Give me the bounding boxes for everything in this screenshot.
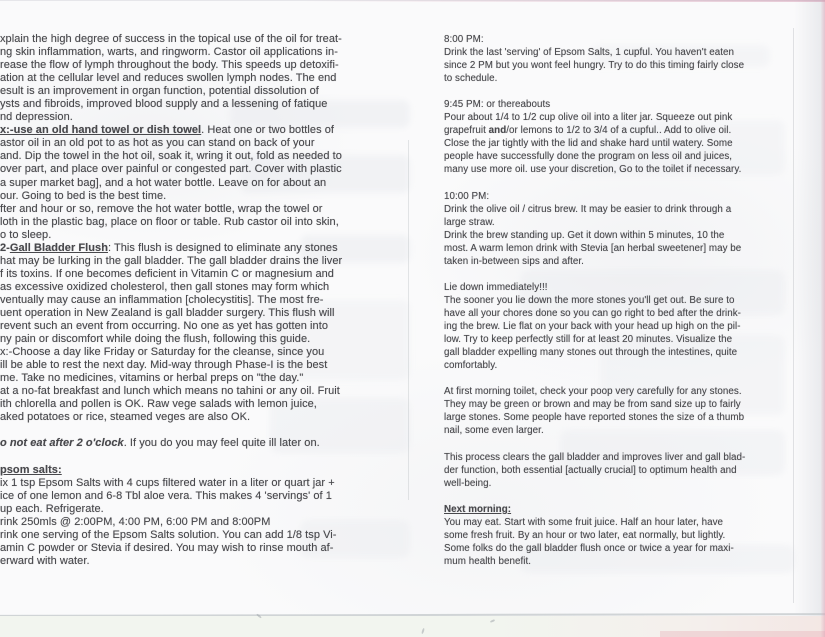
- text-line: [0, 150, 414, 163]
- text-run: rease the flow of lymph throughout the body. This speeds up detoxifi-: [0, 59, 339, 72]
- text-run: ation at the cellular level and reduces swollen lymph nodes. The end: [0, 72, 337, 85]
- text-line: [444, 268, 800, 281]
- text-run: ventually may cause an inflammation [cholecystitis]. The most fre-: [0, 293, 324, 306]
- text-run: Drink the last 'serving' of Epsom Salts, 1 cupful. You haven't eaten: [444, 47, 735, 59]
- text-run: . Heat one or two bottles of: [201, 124, 335, 137]
- text-run: rink one serving of the Epsom Salts solution. You can add 1/8 tsp Vi-: [0, 528, 337, 541]
- text-run: nd depression.: [0, 111, 73, 124]
- text-run: ing the brew. Lie flat on your back with your head up high on the pil-: [444, 321, 741, 333]
- text-run: comfortably.: [444, 360, 498, 372]
- text-run: large straw.: [444, 216, 495, 228]
- text-line: [444, 320, 800, 333]
- text-line: [444, 98, 800, 111]
- text-run: and: [488, 125, 507, 137]
- scan-edge-bottom-pink: [660, 631, 825, 637]
- text-line: [0, 372, 414, 385]
- text-run: have all your chores done so you can go right to bed after the drink-: [444, 307, 741, 319]
- text-line: [0, 268, 414, 281]
- text-line: [444, 294, 800, 307]
- text-line: [444, 111, 800, 124]
- text-run: 9:45 PM: or thereabouts: [444, 99, 551, 111]
- text-run: hat may be lurking in the gall bladder. The gall bladder drains the liver: [0, 254, 343, 267]
- text-run: Close the jar tightly with the lid and shake hard until watery. Some: [444, 138, 733, 150]
- text-line: [444, 137, 800, 150]
- text-line: [0, 307, 414, 320]
- text-run: revent such an event from occurring. No one as yet has gotten into: [0, 320, 328, 333]
- text-run: : This flush is designed to eliminate any stones: [107, 241, 338, 254]
- text-line: [0, 320, 414, 333]
- text-line: [444, 346, 800, 359]
- text-run: /or lemons to 1/2 to 3/4 of a cupful.. Add to olive oil.: [506, 125, 732, 137]
- text-run: 10:00 PM:: [444, 190, 490, 202]
- text-line: [444, 59, 800, 72]
- text-run: ice of one lemon and 6-8 Tbl aloe vera. This makes 4 'servings' of 1: [0, 489, 332, 502]
- text-run: . If you do you may feel quite ill later on.: [123, 437, 320, 450]
- text-run: nail, some even larger.: [444, 425, 544, 437]
- text-run: many use more oil. use your discretion, Go to the toilet if necessary.: [444, 164, 742, 176]
- text-line: [444, 451, 800, 464]
- text-run: large stones. Some people have reported stones the size of a thumb: [444, 412, 745, 424]
- text-line: [444, 163, 800, 176]
- text-run: grapefruit: [444, 125, 489, 137]
- text-line: [444, 372, 800, 385]
- text-run: 8:00 PM:: [444, 34, 484, 45]
- text-line: [444, 255, 800, 268]
- text-run: aked potatoes or rice, steamed veges are also OK.: [0, 411, 251, 424]
- text-run: At first morning toilet, check your poop very carefully for any stones.: [444, 386, 742, 398]
- text-line: [0, 33, 414, 46]
- text-run: our. Going to bed is the best time.: [0, 189, 167, 202]
- text-line: [0, 424, 414, 437]
- text-line: [444, 398, 800, 411]
- text-line: [444, 529, 800, 542]
- text-run: gall bladder expelling many stones out through the intestines, quite: [444, 347, 738, 359]
- text-line: [0, 437, 414, 450]
- text-run: psom salts:: [0, 463, 62, 476]
- text-run: to schedule.: [444, 73, 498, 85]
- text-run: as excessive oxidized cholesterol, then gall stones may form which: [0, 280, 330, 293]
- text-run: ng skin inflammation, warts, and ringworm. Castor oil applications in-: [0, 46, 338, 59]
- text-line: [0, 281, 414, 294]
- text-line: [444, 33, 800, 46]
- text-line: [0, 555, 414, 568]
- text-run: uent operation in New Zealand is gall bladder surgery. This flush will: [0, 306, 335, 319]
- page-gutter-line: [408, 140, 409, 500]
- text-run: Lie down immediately!!!: [444, 281, 548, 293]
- text-run: Drink the olive oil / citrus brew. It may be easier to drink through a: [444, 203, 732, 215]
- text-line: [0, 542, 414, 555]
- text-line: [0, 59, 414, 72]
- text-line: [444, 242, 800, 255]
- text-run: most. A warm lemon drink with Stevia [an herbal sweetener] may be: [444, 242, 742, 254]
- scan-edge-right-pink: [821, 0, 825, 637]
- text-run: rink 250mls @ 2:00PM, 4:00 PM, 6:00 PM and 8:00PM: [0, 515, 271, 528]
- text-run: mum health benefit.: [444, 555, 531, 567]
- text-line: [444, 216, 800, 229]
- text-line: [444, 490, 800, 503]
- text-run: ill be able to rest the next day. Mid-way through Phase-I is the best: [0, 359, 328, 372]
- text-line: [0, 398, 414, 411]
- text-run: up each. Refrigerate.: [0, 502, 104, 515]
- text-line: [0, 111, 414, 124]
- text-run: Drink the brew standing up. Get it down within 5 minutes, 10 the: [444, 229, 725, 241]
- text-line: [0, 359, 414, 372]
- text-line: [0, 255, 414, 268]
- text-line: [444, 190, 800, 203]
- text-run: low. Try to keep perfectly still for at least 20 minutes. Visualize the: [444, 334, 733, 346]
- text-line: [0, 124, 414, 137]
- text-run: well-being.: [444, 477, 492, 489]
- text-run: over part, and place over painful or congested part. Cover with plastic: [0, 163, 342, 176]
- text-run: f its toxins. If one becomes deficient in Vitamin C or magnesium and: [0, 267, 334, 280]
- text-line: [0, 203, 414, 216]
- text-run: taken in-between sips and after.: [444, 255, 584, 267]
- text-run: o to sleep.: [0, 228, 52, 241]
- text-run: ix 1 tsp Epsom Salts with 4 cups filtered water in a liter or quart jar +: [0, 476, 335, 489]
- text-line: [444, 464, 800, 477]
- text-run: erward with water.: [0, 554, 90, 567]
- text-line: [0, 333, 414, 346]
- text-line: [444, 85, 800, 98]
- text-line: [444, 555, 800, 568]
- text-run: fter and hour or so, remove the hot water bottle, wrap the towel or: [0, 202, 323, 215]
- text-run: This process clears the gall bladder and improves liver and gall blad-: [444, 451, 746, 463]
- text-line: [0, 464, 414, 477]
- text-run: Pour about 1/4 to 1/2 cup olive oil into a liter jar. Squeeze out pink: [444, 112, 733, 124]
- text-line: [444, 385, 800, 398]
- text-run: loth in the plastic bag, place on floor or table. Rub castor oil into skin,: [0, 215, 339, 228]
- text-line: [0, 451, 414, 464]
- text-line: [444, 503, 800, 516]
- text-run: Next morning:: [444, 503, 512, 515]
- text-line: [0, 242, 414, 255]
- text-run: der function, both essential [actually crucial] to optimum health and: [444, 464, 737, 476]
- text-run: x:-use an old hand towel or dish towel: [0, 124, 202, 137]
- text-run: some fresh fruit. By an hour or two later, eat normally, but lightly.: [444, 529, 726, 541]
- text-line: [0, 216, 414, 229]
- text-run: esult is an improvement in organ function, potential dissolution of: [0, 85, 319, 98]
- scan-edge-top-pink: [300, 0, 825, 2]
- text-run: ysts and fibroids, improved blood supply and a lessening of fatique: [0, 98, 328, 111]
- text-line: [0, 346, 414, 359]
- text-line: [444, 477, 800, 490]
- text-run: xplain the high degree of success in the topical use of the oil for treat-: [0, 33, 342, 45]
- text-line: [0, 490, 414, 503]
- text-run: astor oil in an old pot to as hot as you can stand on back of your: [0, 137, 315, 150]
- text-run: me. Take no medicines, vitamins or herbal preps on "the day.": [0, 372, 304, 385]
- text-line: [444, 307, 800, 320]
- text-line: [0, 163, 414, 176]
- text-run: people have successfully done the program on less oil and juices,: [444, 151, 733, 163]
- text-run: amin C powder or Stevia if desired. You may wish to rinse mouth af-: [0, 541, 334, 554]
- text-run: at a no-fat breakfast and lunch which means no tahini or any oil. Fruit: [0, 385, 340, 398]
- text-line: [0, 229, 414, 242]
- text-run: ny pain or discomfort while doing the flush, following this guide.: [0, 333, 311, 346]
- text-run: Some folks do the gall bladder flush once or twice a year for maxi-: [444, 542, 734, 554]
- right-page-text: [444, 33, 800, 568]
- left-page-text: [0, 33, 414, 568]
- text-line: [444, 177, 800, 190]
- text-line: [444, 72, 800, 85]
- text-run: 2-: [0, 241, 10, 254]
- text-run: x:-Choose a day like Friday or Saturday for the cleanse, since you: [0, 346, 325, 359]
- text-line: [0, 477, 414, 490]
- text-run: a super market bag], and a hot water bottle. Leave on for about an: [0, 176, 327, 189]
- text-line: [444, 46, 800, 59]
- text-line: [0, 72, 414, 85]
- text-line: [444, 281, 800, 294]
- text-run: o not eat after 2 o'clock: [0, 437, 124, 450]
- text-line: [0, 385, 414, 398]
- text-line: [0, 411, 414, 424]
- text-line: [444, 359, 800, 372]
- text-line: [0, 529, 414, 542]
- text-line: [0, 137, 414, 150]
- text-run: The sooner you lie down the more stones you'll get out. Be sure to: [444, 294, 735, 306]
- text-line: [444, 229, 800, 242]
- text-line: [444, 411, 800, 424]
- text-run: You may eat. Start with some fruit juice. Half an hour later, have: [444, 516, 724, 528]
- text-line: [0, 190, 414, 203]
- text-line: [0, 46, 414, 59]
- text-line: [444, 424, 800, 437]
- text-line: [0, 503, 414, 516]
- text-line: [0, 294, 414, 307]
- text-line: [444, 437, 800, 450]
- text-line: [444, 516, 800, 529]
- text-line: [0, 177, 414, 190]
- text-line: [444, 124, 800, 137]
- text-run: since 2 PM but you wont feel hungry. Try to do this timing fairly close: [444, 60, 745, 72]
- text-line: [444, 150, 800, 163]
- text-run: and. Dip the towel in the hot oil, soak it, wring it out, fold as needed to: [0, 150, 342, 163]
- text-run: Gall Bladder Flush: [9, 241, 108, 254]
- text-line: [444, 333, 800, 346]
- text-run: ith chlorella and pollen is OK. Raw vege salads with lemon juice,: [0, 398, 317, 411]
- text-run: They may be green or brown and may be from sand size up to fairly: [444, 399, 741, 411]
- text-line: [0, 85, 414, 98]
- text-line: [444, 203, 800, 216]
- text-line: [0, 98, 414, 111]
- text-line: [444, 542, 800, 555]
- text-line: [0, 516, 414, 529]
